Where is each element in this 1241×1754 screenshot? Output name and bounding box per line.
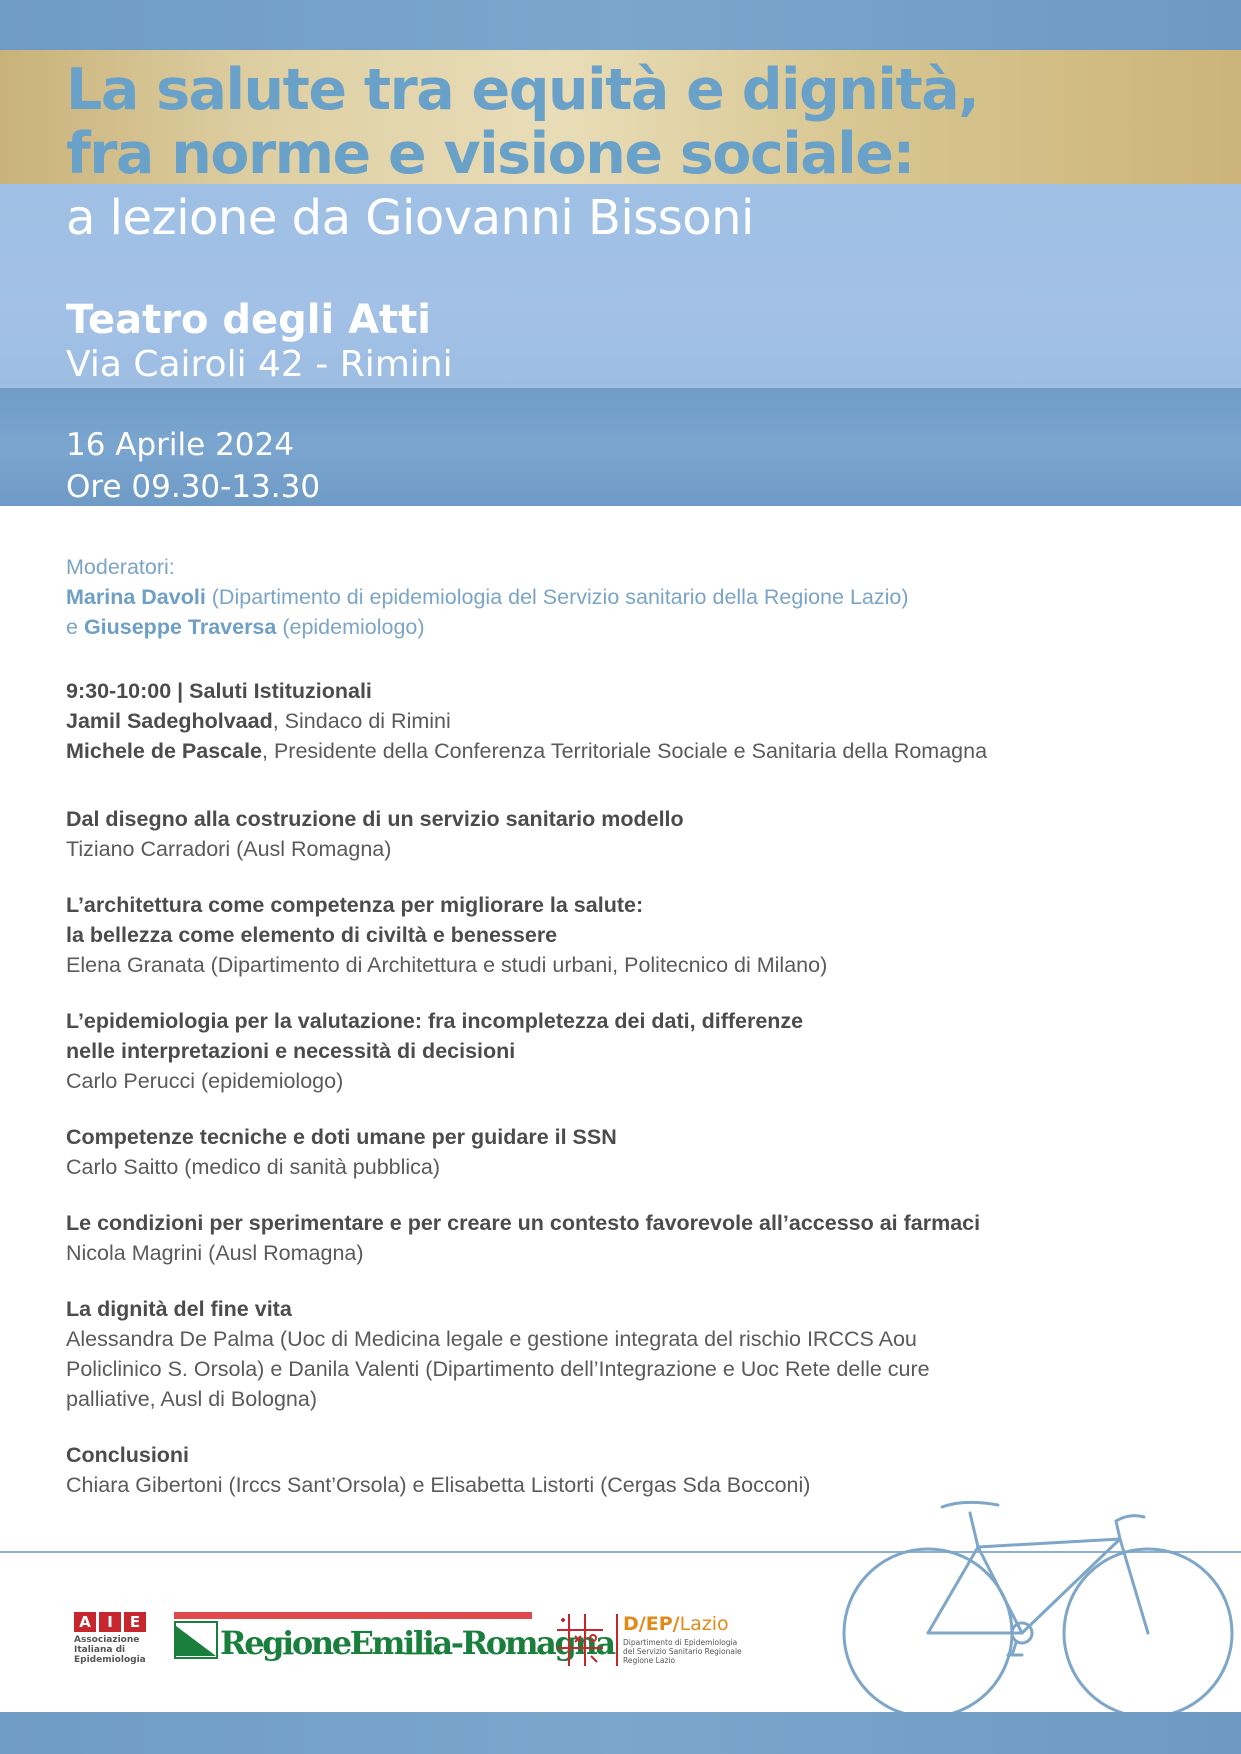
venue: [66, 296, 453, 386]
talk-item: [66, 1122, 1176, 1182]
program: [66, 552, 1176, 1526]
aie-logo: [74, 1612, 154, 1674]
opening-speaker-2-role: , Presidente della Conferenza Territoriale Sociale e Sanitaria della Romagna: [262, 739, 988, 763]
aie-caption-line: Epidemiologia: [74, 1655, 146, 1665]
event-date: 16 Aprile 2024: [66, 427, 294, 463]
dep-caption-line: Dipartimento di Epidemiologia: [623, 1638, 738, 1647]
talk-speaker: Elena Granata (Dipartimento di Architettura e studi urbani, Politecnico di Milano): [66, 953, 828, 977]
talk-item: [66, 1006, 1176, 1096]
aie-caption-line: Associazione: [74, 1635, 140, 1645]
moderator-1-name: Marina Davoli: [66, 585, 206, 609]
event-title-line1: La salute tra equità e dignità,: [66, 57, 979, 123]
moderator-conj: e: [66, 615, 84, 639]
dep-caption-line: del Servizio Sanitario Regionale: [623, 1647, 742, 1656]
opening-speaker-1-role: , Sindaco di Rimini: [272, 709, 451, 733]
opening-speaker-1: [66, 706, 1176, 736]
opening-speaker-2-name: Michele de Pascale: [66, 739, 262, 763]
rer-name: RegioneEmilia-Romagna: [220, 1624, 614, 1662]
dep-acronym: D/EP/: [623, 1613, 680, 1635]
opening-speaker-2: [66, 736, 1176, 766]
dep-region: Lazio: [679, 1613, 729, 1635]
talk-speaker: Carlo Perucci (epidemiologo): [66, 1069, 344, 1093]
footer-band: [0, 1712, 1241, 1754]
talk-item: [66, 804, 1176, 864]
moderators-label: Moderatori:: [66, 555, 175, 579]
aie-letter: E: [124, 1612, 146, 1632]
venue-name: Teatro degli Atti: [66, 297, 431, 343]
talk-title: L’architettura come competenza per migliorare la salute:: [66, 893, 644, 917]
event-title: [66, 58, 978, 186]
talk-item: [66, 1208, 1176, 1268]
event-when: [66, 424, 320, 506]
bicycle-illustration-icon: [830, 1455, 1241, 1720]
aie-caption: [74, 1635, 154, 1665]
talk-title: Le condizioni per sperimentare e per creare un contesto favorevole all’accesso ai farmaci: [66, 1211, 981, 1235]
event-title-line2: fra norme e visione sociale:: [66, 121, 914, 187]
moderator-2-affiliation: (epidemiologo): [276, 615, 425, 639]
subtitle-honoree: Giovanni Bissoni: [365, 190, 754, 246]
talk-speaker: Policlinico S. Orsola) e Danila Valenti (Dipartimento dell’Integrazione e Uoc Rete delle cure: [66, 1357, 930, 1381]
moderators: [66, 552, 1176, 642]
aie-caption-line: Italiana di: [74, 1645, 126, 1655]
talk-title: Dal disegno alla costruzione di un servizio sanitario modello: [66, 807, 684, 831]
rer-emblem-icon: [174, 1616, 218, 1662]
moderator-2-name: Giuseppe Traversa: [83, 615, 277, 639]
talk-title: la bellezza come elemento di civiltà e benessere: [66, 923, 558, 947]
talk-title: L’epidemiologia per la valutazione: fra incompletezza dei dati, differenze: [66, 1009, 804, 1033]
venue-address: Via Cairoli 42 - Rimini: [66, 344, 453, 385]
regione-emilia-romagna-logo: [174, 1612, 614, 1668]
opening-session: [66, 676, 1176, 766]
talk-speaker: Tiziano Carradori (Ausl Romagna): [66, 837, 392, 861]
talk-title: Conclusioni: [66, 1443, 190, 1467]
moderator-2: [66, 612, 1176, 642]
banner-top-band: [0, 0, 1241, 50]
aie-letters: [74, 1612, 154, 1632]
subtitle-prefix: a lezione da: [66, 190, 366, 246]
talk-title: La dignità del fine vita: [66, 1297, 292, 1321]
talk-speaker: Chiara Gibertoni (Irccs Sant’Orsola) e Elisabetta Listorti (Cergas Sda Bocconi): [66, 1473, 811, 1497]
talk-item: [66, 1294, 1176, 1414]
dep-emblem-icon: [555, 1612, 605, 1668]
talk-title: Competenze tecniche e doti umane per guidare il SSN: [66, 1125, 617, 1149]
talk-title: nelle interpretazioni e necessità di decisioni: [66, 1039, 516, 1063]
event-time: Ore 09.30-13.30: [66, 469, 321, 505]
dep-lazio-logo: [555, 1612, 785, 1672]
talk-speaker: Carlo Saitto (medico di sanità pubblica): [66, 1155, 441, 1179]
opening-speaker-1-name: Jamil Sadegholvaad: [66, 709, 273, 733]
dep-title: [623, 1612, 729, 1636]
aie-letter: I: [99, 1612, 121, 1632]
moderator-1: [66, 582, 1176, 612]
dep-caption-line: Regione Lazio: [623, 1656, 676, 1665]
aie-letter: A: [74, 1612, 96, 1632]
talk-speaker: palliative, Ausl di Bologna): [66, 1387, 317, 1411]
opening-title: 9:30-10:00 | Saluti Istituzionali: [66, 679, 372, 703]
rer-red-bar: [174, 1612, 532, 1619]
talk-speaker: Alessandra De Palma (Uoc di Medicina legale e gestione integrata del rischio IRCCS Aou: [66, 1327, 917, 1351]
dep-divider: [616, 1614, 618, 1666]
event-subtitle: [66, 190, 754, 246]
header-banner: [0, 0, 1241, 506]
talk-speaker: Nicola Magrini (Ausl Romagna): [66, 1241, 364, 1265]
dep-caption: [623, 1638, 742, 1665]
talk-item: [66, 890, 1176, 980]
moderator-1-affiliation: (Dipartimento di epidemiologia del Servizio sanitario della Regione Lazio): [205, 585, 909, 609]
